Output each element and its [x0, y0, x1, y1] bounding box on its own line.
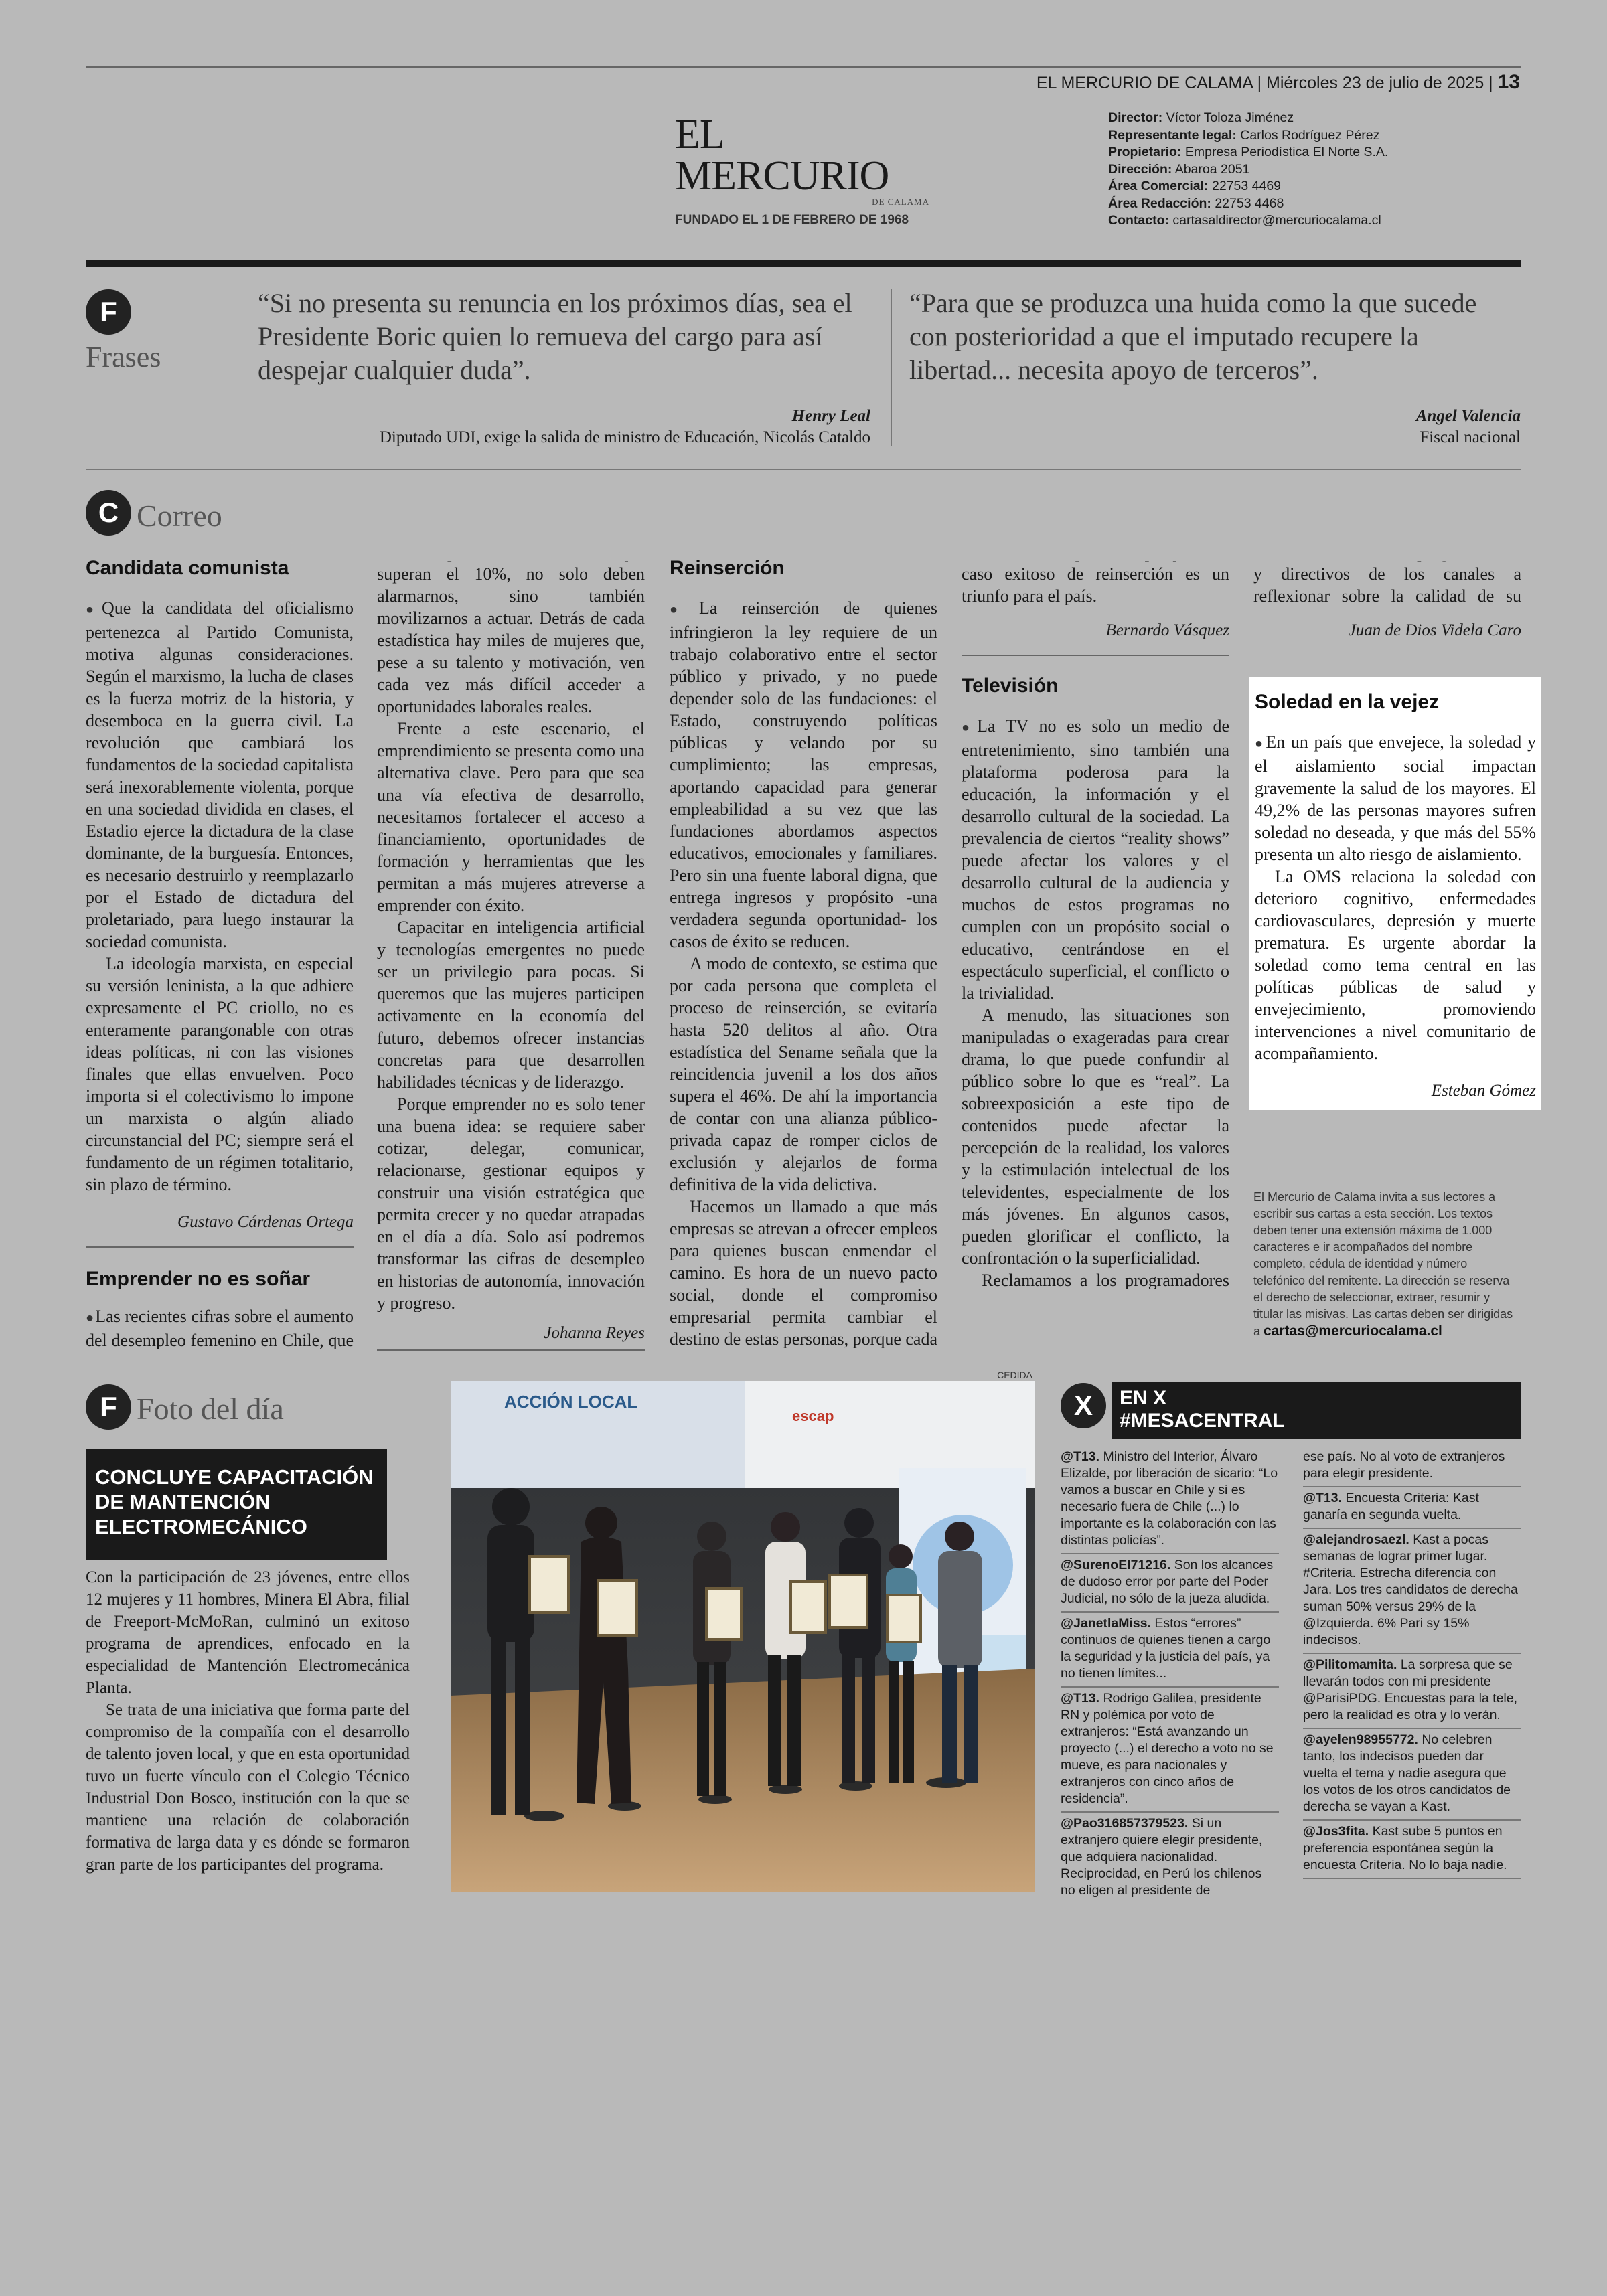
letter-paragraph: ● superan el 10%, no solo deben alarmarnos, sino también movilizarnos a actuar. Detrás de cada estadística hay miles de mujeres que, pese a su talento y motivación, ven cada vez más difícil acceder a oportunidades laborales reales. — [377, 561, 645, 718]
x-handle[interactable]: @Pilitomamita. — [1303, 1657, 1397, 1672]
letter-paragraph: ● La TV no es solo un medio de entretenimiento, sino también una plataforma poderosa para la educación, la información y el desarrollo cultural de la sociedad. La prevalencia de ciertos “reality shows” puede afectar los valores y el desarrollo cultural de la audiencia y muchos de estos programas no cumplen con un propósito social o educativo, centrándose en el espectáculo superficial, el conflicto o la trivialidad. — [962, 715, 1229, 1004]
letter-signature: Gustavo Cárdenas Ortega — [177, 1213, 354, 1231]
photo — [451, 1381, 1035, 1892]
letter-headline: Televisión — [962, 675, 1059, 697]
letter-headline: Reinserción — [670, 557, 785, 579]
letter-candidata — [86, 557, 354, 1349]
letter-paragraph: ● En un país que envejece, la soledad y el aislamiento social impactan gravemente la salud de los mayores. El 49,2% de las personas mayores sufren soledad no deseada, y que más del 55% presenta un alto riesgo de aislamiento. — [1255, 731, 1536, 866]
frases-bottom-rule — [86, 469, 1521, 470]
letter-paragraph: La OMS relaciona la soledad con deterioro cognitivo, enfermedades cardiovasculares, depresión y muerte prematura. Es urgente abordar la soledad como tema central en las políticas públicas de salud y envejecimiento, promoviendo intervenciones a nivel comunitario de acompañamiento. — [1255, 867, 1536, 1063]
letter-divider — [86, 1246, 354, 1248]
x-post — [1061, 1813, 1279, 1903]
x-post — [1303, 1529, 1521, 1654]
x-post — [1303, 1446, 1521, 1487]
thick-rule — [86, 260, 1521, 267]
x-post-text: ese país. No al voto de extranjeros para elegir presidente. — [1303, 1449, 1505, 1481]
frases-title: Frases — [86, 341, 161, 374]
top-rule — [86, 66, 1521, 68]
letter-signature: Bernardo Vásquez — [1105, 621, 1229, 639]
x-handle[interactable]: @JanetlaMiss. — [1061, 1616, 1151, 1631]
letter-body-continuation — [377, 561, 645, 1312]
frases-icon: F — [86, 289, 131, 335]
letter-paragraph: Hacemos un llamado a que más empresas se atrevan a ofrecer empleos para quienes buscan enmendar el camino. Es hora de un nuevo pacto social, donde el compromiso empresarial permita cambiar el destino de estas personas, porque cada — [670, 1197, 937, 1348]
letter-body-continuation — [1253, 561, 1521, 605]
letter-signature: Johanna Reyes — [544, 1324, 645, 1342]
x-post-text: Encuesta Criteria: Kast ganaría en segunda vuelta. — [1303, 1491, 1479, 1522]
x-post — [1061, 1613, 1279, 1688]
x-post-text: No celebren tanto, los indecisos pueden dar vuelta el tema y nadie asegura que los votos de los otros candidatos de derecha se vayan a Kast. — [1303, 1732, 1511, 1814]
letter-body — [86, 597, 354, 1196]
letter-divider — [377, 1349, 645, 1351]
letter-television-col — [962, 561, 1229, 1289]
folio — [1037, 71, 1520, 94]
letter-body — [962, 715, 1229, 1289]
letter-soledad-col — [1253, 561, 1521, 640]
enx-col-1 — [1061, 1446, 1279, 1903]
notice-text: El Mercurio de Calama invita a sus lectores a escribir sus cartas a esta sección. Los textos deben tener una extensión máxima de 1.000 caracteres e ir acompañados del nombre completo, cédula de identidad y número telefónico del remitente. La dirección se reserva el derecho de seleccionar, extraer, resumir y titular las misivas. Las cartas deben ser dirigidas a — [1253, 1190, 1513, 1338]
quote-1-author: Henry Leal — [791, 407, 870, 425]
enx-title-line1: EN X — [1120, 1387, 1167, 1409]
quote-1-role: Diputado UDI, exige la salida de ministro de Educación, Nicolás Cataldo — [379, 428, 870, 446]
notice-email[interactable]: cartas@mercuriocalama.cl — [1264, 1323, 1442, 1339]
x-post-text: Kast a pocas semanas de lograr primer lugar. #Criteria. Estrecha diferencia con Jara. Los tres candidatos de derecha suman 50% versus 29% de la @Izquierda. 6% Pari sy 15% indecisos. — [1303, 1532, 1518, 1647]
logo-sub: DE CALAMA — [872, 197, 929, 207]
x-post — [1303, 1821, 1521, 1879]
staff-line: Área Comercial: 22753 4469 — [1108, 179, 1282, 193]
letter-divider — [962, 655, 1229, 656]
folio-text: EL MERCURIO DE CALAMA | Miércoles 23 de julio de 2025 | — [1036, 74, 1493, 92]
x-post — [1061, 1554, 1279, 1613]
foto-title: Foto del día — [137, 1392, 284, 1426]
x-handle[interactable]: @T13. — [1061, 1449, 1100, 1464]
letter-paragraph: caso exitoso de reinserción es un triunfo para el país. — [962, 564, 1229, 605]
x-handle[interactable]: @alejandrosaezl. — [1303, 1532, 1409, 1547]
staff-line: Contacto: cartasaldirector@mercuriocalama.cl — [1108, 213, 1381, 228]
x-handle[interactable]: @T13. — [1303, 1491, 1343, 1505]
enx-title — [1112, 1382, 1521, 1439]
letter-paragraph: ● Que la candidata del oficialismo pertenezca al Partido Comunista, motiva algunas consideraciones. Según el marxismo, la lucha de clases es la fuerza motriz de la historia, y desemboca en la guerra civil. La revolución que cambiará los fundamentos de la sociedad capitalista será inexorablemente violenta, porque en una sociedad dividida en clases, el Estadio ejerce la dictadura de la clase dominante, de la burguesía. Entonces, es necesario destruirlo y reemplazarlo por el Estado de dictadura del proletariado, para luego instaurar la sociedad comunista. — [86, 597, 354, 953]
x-handle[interactable]: @SurenoEl71216. — [1061, 1558, 1171, 1572]
letter-paragraph: y directivos de los canales a reflexionar sobre la calidad de su — [1253, 564, 1521, 605]
staff-line: Director: Víctor Toloza Jiménez — [1108, 110, 1294, 125]
staff-box — [1108, 110, 1456, 230]
quote-2: “Para que se produzca una huida como la que sucede con posterioridad a que el imputado recupere la libertad... necesita apoyo de terceros”. — [909, 288, 1477, 385]
letter-signature: Juan de Dios Videla Caro — [1348, 621, 1521, 639]
photo-credit: CEDIDA — [997, 1370, 1032, 1380]
page-number: 13 — [1497, 71, 1520, 93]
screen-text-accion-local: ACCIÓN LOCAL — [504, 1392, 638, 1412]
logo-main: EL MERCURIO — [675, 112, 889, 199]
x-post — [1303, 1729, 1521, 1821]
letter-paragraph: A menudo, las situaciones son manipuladas o exageradas para crear drama, lo que puede confundir al público sobre lo que es “real”. La sobreexposición a este tipo de contenidos puede afectar la percepción de la realidad, los valores y la estimulación intelectual de los televidentes, especialmente de los más jóvenes. En algunos casos, pueden glorificar el conflicto, la confrontación o la superficialidad. — [962, 1005, 1229, 1268]
letter-headline: Candidata comunista — [86, 557, 289, 579]
letter-paragraph: La ideología marxista, en especial su versión leninista, a la que adhiere expresamente el PC criollo, no es enteramente parangonable con otras ideas políticas, ni con las visiones finales que ellas envuelven. Poco importa si el colectivismo lo impone un marxista o algún aliado circunstancial del PC; siempre será el fundamento de un régimen totalitario, sin plazo de término. — [86, 954, 354, 1194]
letter-emprender-cont — [377, 561, 645, 1351]
x-post — [1303, 1654, 1521, 1729]
letter-paragraph: Porque emprender no es solo tener una buena idea: se requiere saber cotizar, delegar, comunicar, relacionarse, gestionar equipos y construir una visión estratégica que permita crecer y no quedar atrapadas en el día a día. Solo así podremos transformar las cifras de desempleo en historias de autonomía, innovación y progreso. — [377, 1094, 645, 1312]
letter-body-continuation — [962, 561, 1229, 605]
x-post-text: Si un extranjero quiere elegir presidente, que adquiera nacionalidad. Reciprocidad, en Perú los chilenos no eligen al presidente de — [1061, 1816, 1263, 1898]
enx-col-2 — [1303, 1446, 1521, 1879]
letter-body — [1255, 731, 1536, 1064]
x-handle[interactable]: @Pao316857379523. — [1061, 1816, 1189, 1831]
letter-body — [86, 1305, 354, 1349]
staff-line: Área Redacción: 22753 4468 — [1108, 195, 1284, 211]
quote-1: “Si no presenta su renuncia en los próximos días, sea el Presidente Boric quien lo remueva del cargo para así despejar cualquier duda”. — [258, 288, 852, 385]
frases-divider — [891, 289, 892, 446]
quote-2-author: Angel Valencia — [1415, 407, 1521, 425]
foto-body — [86, 1566, 410, 1876]
x-handle[interactable]: @T13. — [1061, 1691, 1100, 1706]
letter-body — [670, 597, 937, 1348]
letter-paragraph: ● Las recientes cifras sobre el aumento del desempleo femenino en Chile, que — [86, 1305, 354, 1349]
photo-illustration — [451, 1381, 1035, 1892]
letter-signature: Esteban Gómez — [1431, 1082, 1536, 1100]
x-handle[interactable]: @ayelen98955772. — [1303, 1732, 1418, 1747]
x-post — [1061, 1688, 1279, 1813]
foto-paragraph: Con la participación de 23 jóvenes, entre ellos 12 mujeres y 11 hombres, Minera El Abra, filial de Freeport-McMoRan, culminó un exitoso programa de aprendices, enfocado en la especialidad de Mantención Electromecánica Planta. — [86, 1568, 410, 1697]
staff-line: Dirección: Abaroa 2051 — [1108, 161, 1250, 177]
staff-line: Propietario: Empresa Periodística El Norte S.A. — [1108, 145, 1389, 159]
x-post-text: Estos “errores” continuos de quienes tienen a cargo la seguridad y la justicia del país, ya no tienen límites... — [1061, 1616, 1271, 1681]
staff-line: Representante legal: Carlos Rodríguez Pérez — [1108, 127, 1380, 143]
letter-paragraph: Reclamamos a los programadores — [982, 1270, 1229, 1289]
letter-paragraph: Capacitar en inteligencia artificial y tecnologías emergentes no puede ser un privilegio para pocas. Si queremos que las mujeres participen activamente en la economía del futuro, debemos ofrecer instancias concretas para que desarrollen habilidades técnicas y de liderazgo. — [377, 918, 645, 1092]
x-post-text: La sorpresa que se llevarán todos con mi presidente @ParisiPDG. Encuestas para la tele, pero la realidad es otra y lo verán. — [1303, 1657, 1518, 1722]
letter-paragraph: Frente a este escenario, el emprendimiento se presenta como una alternativa clave. Pero para que sea una vía efectiva de desarrollo, necesitamos fortalecer el acceso a financiamiento, oportunidades de formación y herramientas que les permitan a más mujeres atreverse a emprender con éxito. — [377, 719, 645, 915]
quote-2-role: Fiscal nacional — [1420, 428, 1521, 446]
foto-paragraph: Se trata de una iniciativa que forma parte del compromiso de la compañía con el desarrollo de talento joven local, y que en esta oportunidad tuvo un fuerte vínculo con el Colegio Técnico Industrial Don Bosco, institución con la que se mantiene una relación de colaboración formativa de larga data y es dónde se formaron gran parte de los participantes del programa. — [86, 1701, 410, 1874]
x-icon: X — [1061, 1383, 1106, 1428]
correo-icon: C — [86, 490, 131, 536]
letter-headline: Emprender no es soñar — [86, 1268, 311, 1290]
founded-line: FUNDADO EL 1 DE FEBRERO DE 1968 — [675, 213, 909, 227]
letter-reinsercion — [670, 557, 937, 1348]
x-post-text: Rodrigo Galilea, presidente RN y polémica por voto de extranjeros: “Está avanzando un proyecto (...) el derecho a voto no se mueve, es para nacionales y extranjeros con cinco años de residencia”. — [1061, 1691, 1274, 1806]
x-handle[interactable]: @Jos3fita. — [1303, 1824, 1369, 1839]
x-post — [1061, 1446, 1279, 1554]
x-post-text: Son los alcances de dudoso error por parte del Poder Judicial, no sólo de la jueza aludida. — [1061, 1558, 1274, 1606]
letter-paragraph: ● La reinserción de quienes infringieron la ley requiere de un trabajo colaborativo entre el sector público y privado, y no puede depender solo de las fundaciones: el Estado, construyendo políticas públicas y velando por su cumplimiento; las empresas, aportando capacidad para generar empleabilidad a su vez que las fundaciones abordamos aspectos educativos, emocionales y familiares. Pero sin una fuente laboral digna, que entrega ingresos y propósito -una verdadera segunda oportunidad- los casos de éxito se reducen. — [670, 597, 937, 953]
soledad-box — [1249, 677, 1541, 1110]
enx-title-line2: #MESACENTRAL — [1120, 1410, 1285, 1432]
correo-title: Correo — [137, 499, 222, 533]
foto-headline: CONCLUYE CAPACITACIÓN DE MANTENCIÓN ELECTROMECÁNICO — [86, 1449, 387, 1560]
letter-headline: Soledad en la vejez — [1255, 691, 1440, 713]
letters-notice — [1253, 1189, 1521, 1340]
x-post-text: Kast sube 5 puntos en preferencia espontánea según la encuesta Criteria. No lo baja nadie. — [1303, 1824, 1507, 1872]
screen-text-escap: escap — [792, 1408, 834, 1424]
foto-icon: F — [86, 1384, 131, 1430]
masthead-logo — [675, 114, 929, 228]
x-post — [1303, 1487, 1521, 1529]
letter-paragraph: A modo de contexto, se estima que por cada persona que completa el proceso de reinserción, se evitaría hasta 520 delitos al año. Otra estadística del Sename señala que la reincidencia juvenil a los dos años supera el 46%. De ahí la importancia de contar con una alianza público-privada capaz de romper ciclos de exclusión y alejarlos de forma definitiva de la vida delictiva. — [670, 954, 937, 1194]
x-post-text: Ministro del Interior, Álvaro Elizalde, por liberación de sicario: “Lo vamos a buscar en Chile y si es necesario fuera de Chile (...) lo importante es la colaboración con las distintas policías”. — [1061, 1449, 1278, 1548]
